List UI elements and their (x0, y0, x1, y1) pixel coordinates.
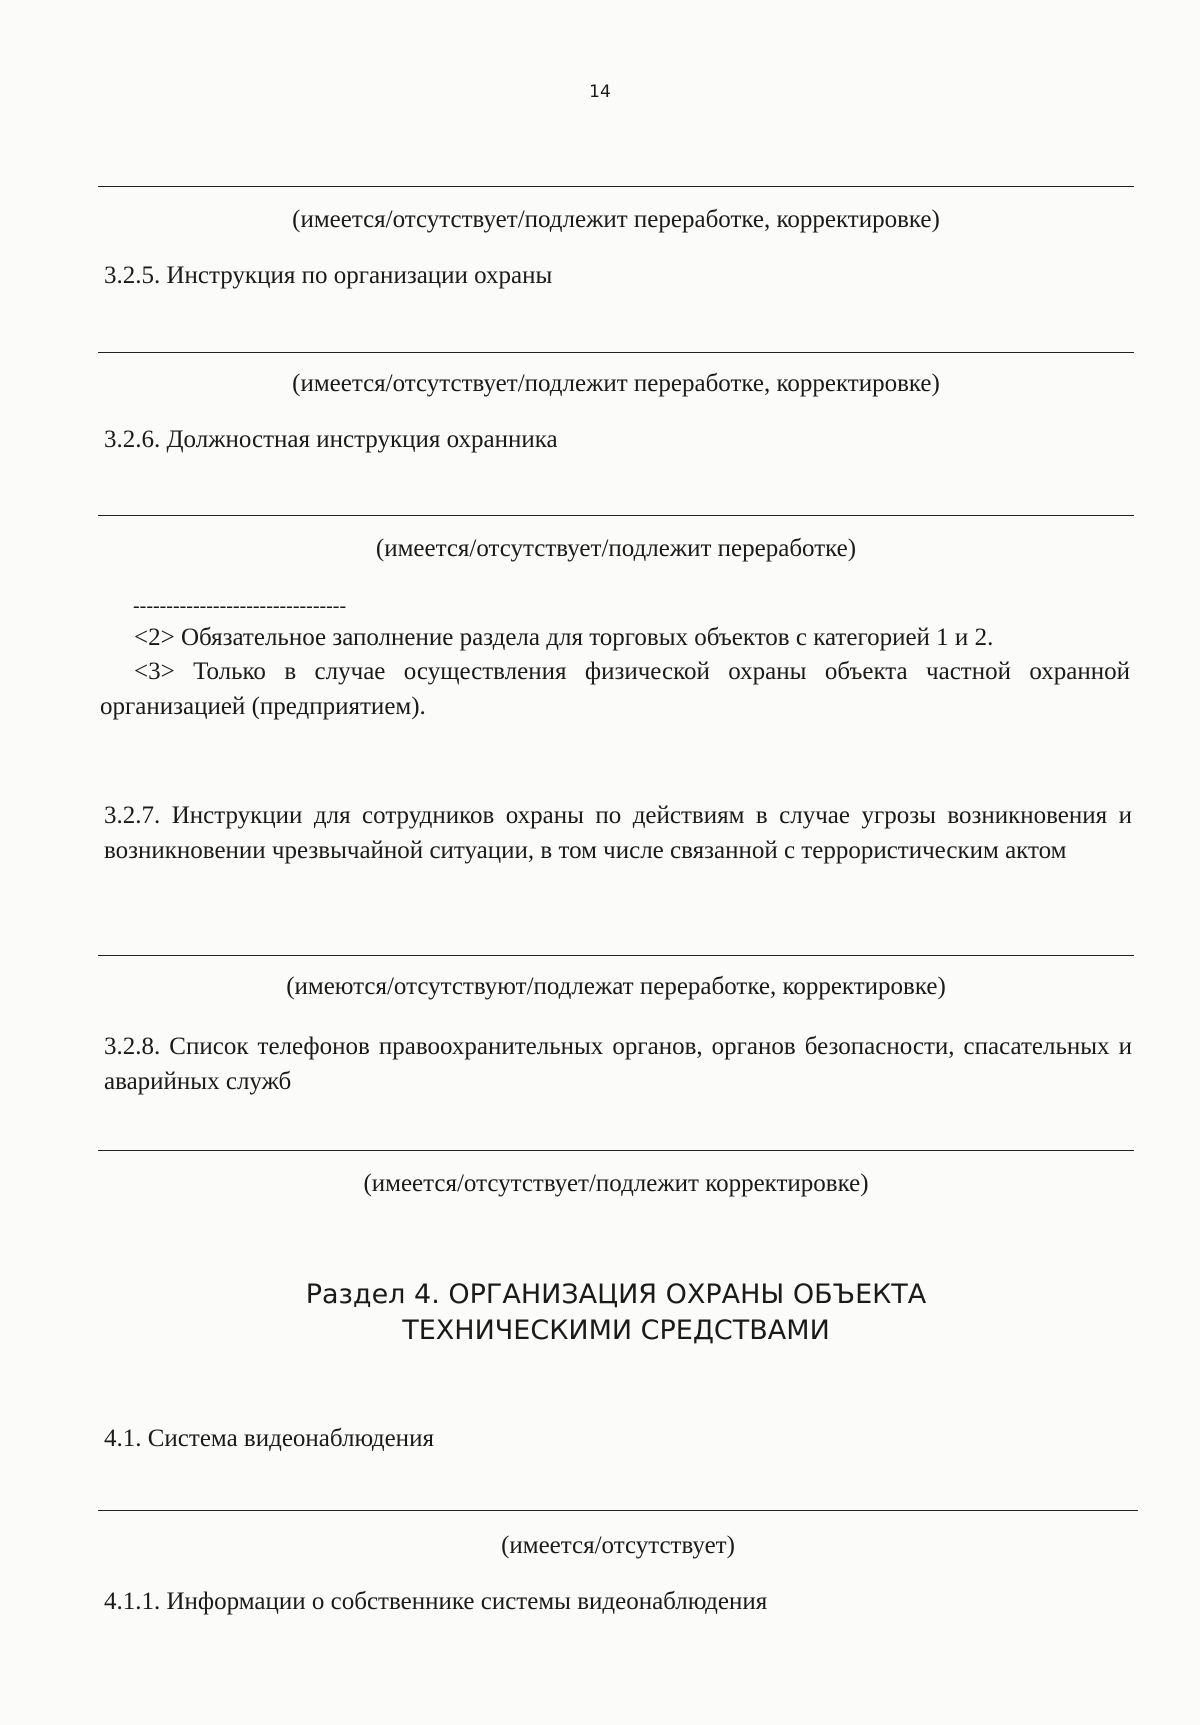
field-caption: (имеется/отсутствует) (501, 1532, 735, 1559)
fill-line (98, 955, 1134, 956)
fill-line (98, 515, 1134, 516)
item-3-2-5: 3.2.5. Инструкция по организации охраны (104, 262, 553, 289)
fill-line (98, 1150, 1134, 1151)
item-3-2-8: 3.2.8. Список телефонов правоохранительных органов, органов безопасности, спасательных и аварийных служб (104, 1033, 1132, 1095)
section-4-title-line2: ТЕХНИЧЕСКИМИ СРЕДСТВАМИ (402, 1315, 830, 1346)
footnote-2: <2> Обязательное заполнение раздела для торговых объектов с категорией 1 и 2. (134, 624, 994, 651)
field-caption: (имеется/отсутствует/подлежит корректировке) (363, 1170, 869, 1197)
field-caption: (имеется/отсутствует/подлежит переработке, корректировке) (292, 370, 940, 397)
item-4-1-1: 4.1.1. Информации о собственнике системы видеонаблюдения (104, 1588, 768, 1615)
item-4-1: 4.1. Система видеонаблюдения (104, 1425, 434, 1452)
item-3-2-6: 3.2.6. Должностная инструкция охранника (104, 426, 558, 453)
fill-line (98, 1510, 1138, 1511)
field-caption: (имеется/отсутствует/подлежит переработке, корректировке) (292, 206, 940, 233)
section-4-title-line1: Раздел 4. ОРГАНИЗАЦИЯ ОХРАНЫ ОБЪЕКТА (305, 1279, 927, 1310)
footnote-3: <3> Только в случае осуществления физической охраны объекта частной охранной организацией (предприятием). (100, 658, 1130, 720)
fill-line (98, 352, 1134, 353)
footnote-separator: -------------------------------- (133, 595, 347, 617)
item-3-2-7: 3.2.7. Инструкции для сотрудников охраны по действиям в случае угрозы возникновения и возникновении чрезвычайной ситуации, в том числе связанной с террористическим актом (104, 802, 1132, 864)
field-caption: (имеются/отсутствуют/подлежат переработке, корректировке) (286, 973, 946, 1000)
fill-line (98, 186, 1134, 187)
page-number: 14 (589, 82, 611, 102)
field-caption: (имеется/отсутствует/подлежит переработке) (375, 535, 857, 562)
